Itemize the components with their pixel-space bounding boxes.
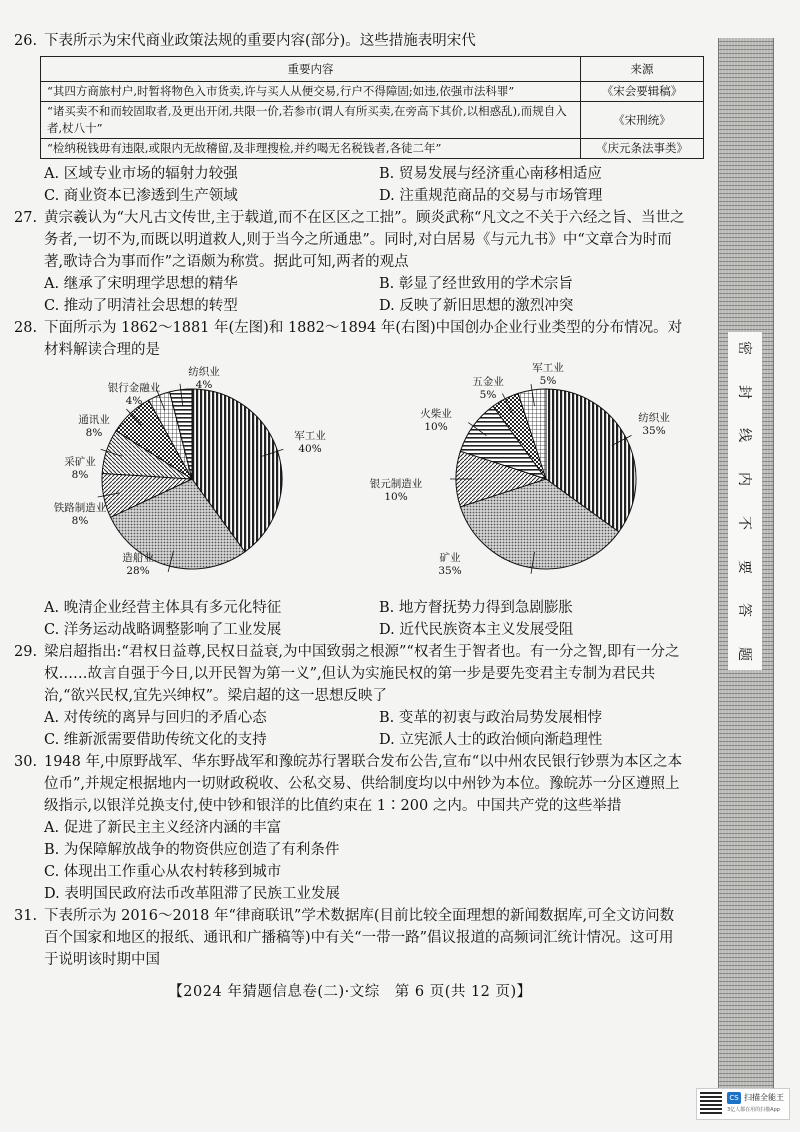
question-number: 27.: [14, 210, 38, 226]
table-cell-content: “检纳税钱毋有违限,或限内无故稽留,及非理搜检,并约喝无名税钱者,各徒二年”: [41, 139, 581, 159]
question-31: [14, 905, 686, 971]
table-cell-source: 《庆元条法事类》: [581, 139, 704, 159]
pie-slice-percent: 10%: [384, 491, 408, 503]
scanner-badge-title: 扫描全能王: [744, 1093, 784, 1102]
pie-slice-label: 纺织业: [188, 366, 220, 378]
pie-slice-percent: 35%: [642, 425, 666, 437]
option-c[interactable]: C. 商业资本已渗透到生产领域: [44, 188, 238, 204]
table-cell-content: “诸买卖不和而较固取者,及更出开闭,共限一价,若参市(谓人有所买卖,在旁高下其价,以相惑乱),而规自入者,杖八十”: [41, 102, 581, 139]
table-row: [41, 82, 704, 102]
pie-slice-percent: 40%: [298, 443, 322, 455]
pie-slice-label: 军工业: [294, 430, 326, 442]
seal-line-notice-char: 内: [736, 472, 752, 487]
option-c[interactable]: C. 维新派需要借助传统文化的支持: [44, 732, 267, 748]
question-29: [14, 641, 686, 751]
answer-options: [14, 817, 686, 905]
pie-slice-percent: 28%: [126, 565, 150, 577]
pie-charts-svg: [40, 361, 700, 597]
seal-line-notice-char: 密: [736, 341, 752, 355]
pie-slice-label: 银行金融业: [107, 382, 161, 394]
question-28: [14, 317, 686, 641]
option-d[interactable]: D. 表明国民政府法币改革阻滞了民族工业发展: [44, 886, 340, 902]
option-c[interactable]: C. 推动了明清社会思想的转型: [44, 298, 238, 314]
option-d[interactable]: D. 注重规范商品的交易与市场管理: [379, 188, 603, 204]
question-number: 30.: [14, 754, 38, 770]
question-number: 29.: [14, 644, 38, 660]
pie-slice-percent: 8%: [71, 515, 89, 527]
pie-slice-label: 银元制造业: [369, 478, 423, 490]
pie-slice-label: 纺织业: [638, 412, 670, 424]
answer-options: [14, 273, 686, 317]
option-a[interactable]: A. 晚清企业经营主体具有多元化特征: [44, 600, 282, 616]
option-b[interactable]: B. 变革的初衷与政治局势发展相悖: [379, 710, 602, 726]
seal-line-notice-char: 封: [736, 384, 752, 399]
pie-slice-percent: 10%: [424, 421, 448, 433]
question-27: [14, 207, 686, 317]
pie-charts: [40, 361, 686, 597]
option-b[interactable]: B. 彰显了经世致用的学术宗旨: [379, 276, 573, 292]
option-b[interactable]: B. 贸易发展与经济重心南移相适应: [379, 166, 602, 182]
pie-slice-label: 铁路制造业: [53, 502, 107, 514]
seal-line-notice-char: 答: [736, 603, 752, 618]
seal-line-notice-char: 要: [736, 559, 752, 574]
question-stem: 梁启超指出:“君权日益尊,民权日益衰,为中国致弱之根源”“权者生于智者也。有一分之智,即有一分之权……故言自强于今日,以开民智为第一义”,但认为实施民权的第一步是要先变君主专制为君民共治,“欲兴民权,宜先兴绅权”。梁启超的这一思想反映了: [44, 644, 680, 704]
seal-line-notice-char: 线: [736, 428, 752, 443]
question-number: 28.: [14, 320, 38, 336]
option-c[interactable]: C. 体现出工作重心从农村转移到城市: [44, 864, 282, 880]
pie-slice-label: 军工业: [532, 362, 564, 374]
question-30: [14, 751, 686, 905]
question-26: [14, 30, 686, 207]
pie-slice-label: 通讯业: [78, 414, 110, 426]
option-b[interactable]: B. 为保障解放战争的物资供应创造了有利条件: [44, 842, 340, 858]
scanner-badge-subtitle: 3亿人都在用的扫描App: [727, 1107, 780, 1113]
option-a[interactable]: A. 对传统的离异与回归的矛盾心态: [44, 710, 267, 726]
pie-slice-percent: 4%: [125, 395, 143, 407]
policy-table: [40, 56, 704, 159]
pie-slice-label: 矿业: [439, 552, 461, 564]
answer-options: [14, 707, 686, 751]
table-header-source: 来源: [581, 57, 704, 82]
question-number: 26.: [14, 33, 38, 49]
answer-options: [14, 163, 686, 207]
qr-code-icon: [700, 1092, 722, 1114]
table-row: [41, 102, 704, 139]
pie-slice-label: 火柴业: [420, 408, 452, 420]
pie-slice-percent: 8%: [71, 469, 89, 481]
pie-slice-percent: 8%: [85, 427, 103, 439]
pie-slice-percent: 35%: [438, 565, 462, 577]
question-stem: 下表所示为宋代商业政策法规的重要内容(部分)。这些措施表明宋代: [44, 33, 476, 49]
table-cell-source: 《宋会要辑稿》: [581, 82, 704, 102]
pie-slice-percent: 5%: [479, 389, 497, 401]
pie-slice-percent: 4%: [195, 379, 213, 391]
option-d[interactable]: D. 立宪派人士的政治倾向渐趋理性: [379, 732, 603, 748]
page-content: [14, 30, 686, 1003]
table-cell-source: 《宋刑统》: [581, 102, 704, 139]
answer-options: [14, 597, 686, 641]
table-header-content: 重要内容: [41, 57, 581, 82]
page-footer: 【2024 年猜题信息卷(二)·文综 第 6 页(共 12 页)】: [168, 984, 532, 1000]
pie-slice-label: 造船业: [122, 552, 154, 564]
question-stem: 1948 年,中原野战军、华东野战军和豫皖苏行署联合发布公告,宣布“以中州农民银行钞票为本区之本位币”,并规定根据地内一切财政税收、公私交易、供给制度均以中州钞为本位。豫皖苏一分区遵照上级指示,以银洋兑换支付,使中钞和银洋的比值约束在 1∶200 之内。中国共产党的这些举措: [44, 754, 683, 814]
option-a[interactable]: A. 继承了宋明理学思想的精华: [44, 276, 238, 292]
pie-slice-label: 五金业: [472, 376, 504, 388]
seal-line-notice-char: 题: [736, 646, 752, 661]
question-stem: 黄宗羲认为“大凡古文传世,主于载道,而不在区区之工拙”。顾炎武称“凡文之不关于六经之旨、当世之务者,一切不为,而既以明道救人,则于当今之所通患”。同时,对白居易《与元九书》中“文章合为时而著,歌诗合为事而作”之语颇为称赏。据此可知,两者的观点: [44, 210, 685, 270]
option-a[interactable]: A. 区域专业市场的辐射力较强: [44, 166, 238, 182]
seal-line-notice-char: 不: [736, 515, 752, 530]
option-b[interactable]: B. 地方督抚势力得到急剧膨胀: [379, 600, 573, 616]
camscanner-logo-icon: CS: [727, 1092, 741, 1104]
table-cell-content: “其四方商旅村户,时暂将物色入市货卖,许与买人从便交易,行户不得障固;如违,依强市法科罪”: [41, 82, 581, 102]
pie-slice-label: 采矿业: [64, 456, 96, 468]
scanner-badge: [696, 1088, 790, 1120]
question-number: 31.: [14, 908, 38, 924]
question-stem: 下面所示为 1862～1881 年(左图)和 1882～1894 年(右图)中国创办企业行业类型的分布情况。对材料解读合理的是: [44, 320, 683, 358]
option-a[interactable]: A. 促进了新民主主义经济内涵的丰富: [44, 820, 282, 836]
option-c[interactable]: C. 洋务运动战略调整影响了工业发展: [44, 622, 282, 638]
option-d[interactable]: D. 反映了新旧思想的激烈冲突: [379, 298, 574, 314]
question-stem: 下表所示为 2016～2018 年“律商联讯”学术数据库(目前比较全面理想的新闻数据库,可全文访问数百个国家和地区的报纸、通讯和广播稿等)中有关“一带一路”倡议报道的高频词汇统计情况。这可用于说明该时期中国: [44, 908, 675, 968]
option-d[interactable]: D. 近代民族资本主义发展受阻: [379, 622, 574, 638]
table-row: [41, 139, 704, 159]
pie-slice-percent: 5%: [539, 375, 557, 387]
